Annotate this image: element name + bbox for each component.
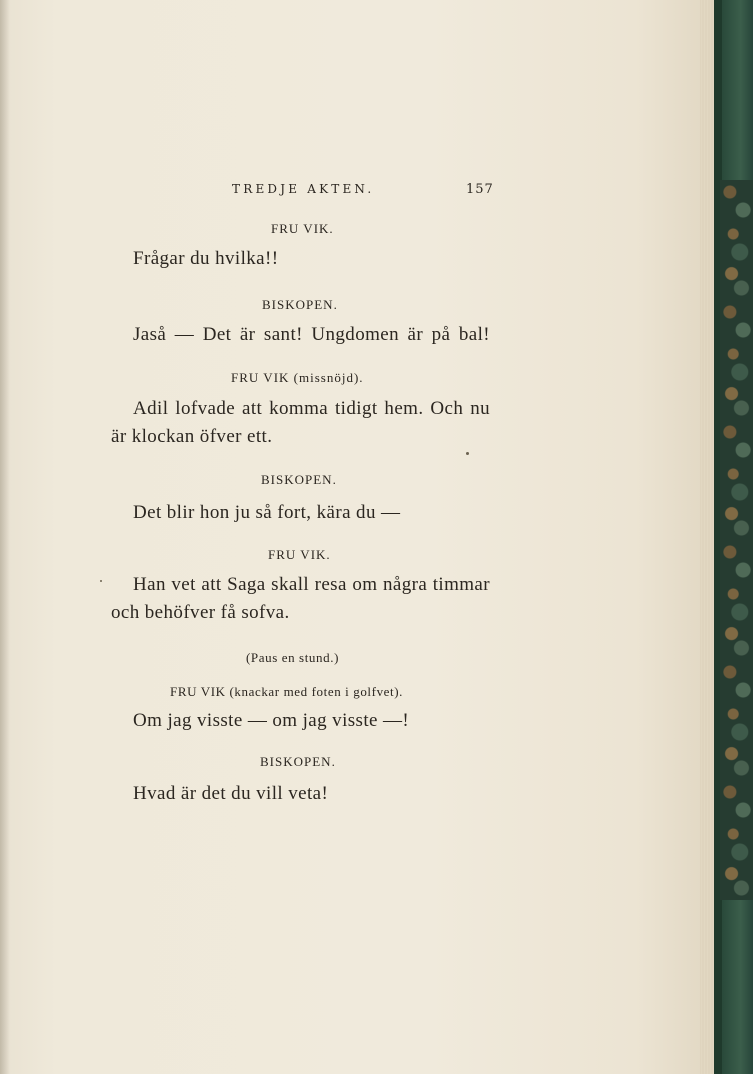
paper-speck: [100, 580, 102, 582]
marbled-endpaper: [720, 180, 753, 900]
speaker-label: FRU VIK.: [268, 547, 331, 562]
page-number: 157: [466, 182, 494, 197]
gutter-shadow: [0, 0, 10, 1074]
page-edge: [700, 0, 714, 1074]
speaker-label: FRU VIK.: [271, 221, 334, 236]
dialogue-line: Adil lofvade att komma tidigt hem. Och nu: [133, 398, 490, 419]
speaker-label: BISKOPEN.: [262, 297, 338, 312]
dialogue-line: Frågar du hvilka!!: [133, 248, 279, 269]
cover-cloth-top: [722, 0, 753, 180]
dialogue-line: är klockan öfver ett.: [111, 426, 273, 447]
dialogue-line: och behöfver få sofva.: [111, 602, 290, 623]
dialogue-line: Det blir hon ju så fort, kära du —: [133, 502, 401, 523]
speaker-label: BISKOPEN.: [261, 472, 337, 487]
cover-cloth-bottom: [722, 900, 753, 1074]
running-head: TREDJE AKTEN.: [232, 182, 375, 196]
dialogue-line: Han vet att Saga skall resa om några timmar: [133, 574, 490, 595]
dialogue-line: Om jag visste — om jag visste —!: [133, 710, 410, 731]
speaker-label: BISKOPEN.: [260, 754, 336, 769]
paper-speck: [466, 452, 469, 455]
speaker-label: FRU VIK (missnöjd).: [231, 370, 364, 385]
dialogue-line: Jaså — Det är sant! Ungdomen är på bal!: [133, 324, 490, 345]
stage-direction: FRU VIK (knackar med foten i golfvet).: [170, 684, 404, 699]
stage-direction: (Paus en stund.): [246, 650, 340, 665]
dialogue-line: Hvad är det du vill veta!: [133, 783, 329, 804]
